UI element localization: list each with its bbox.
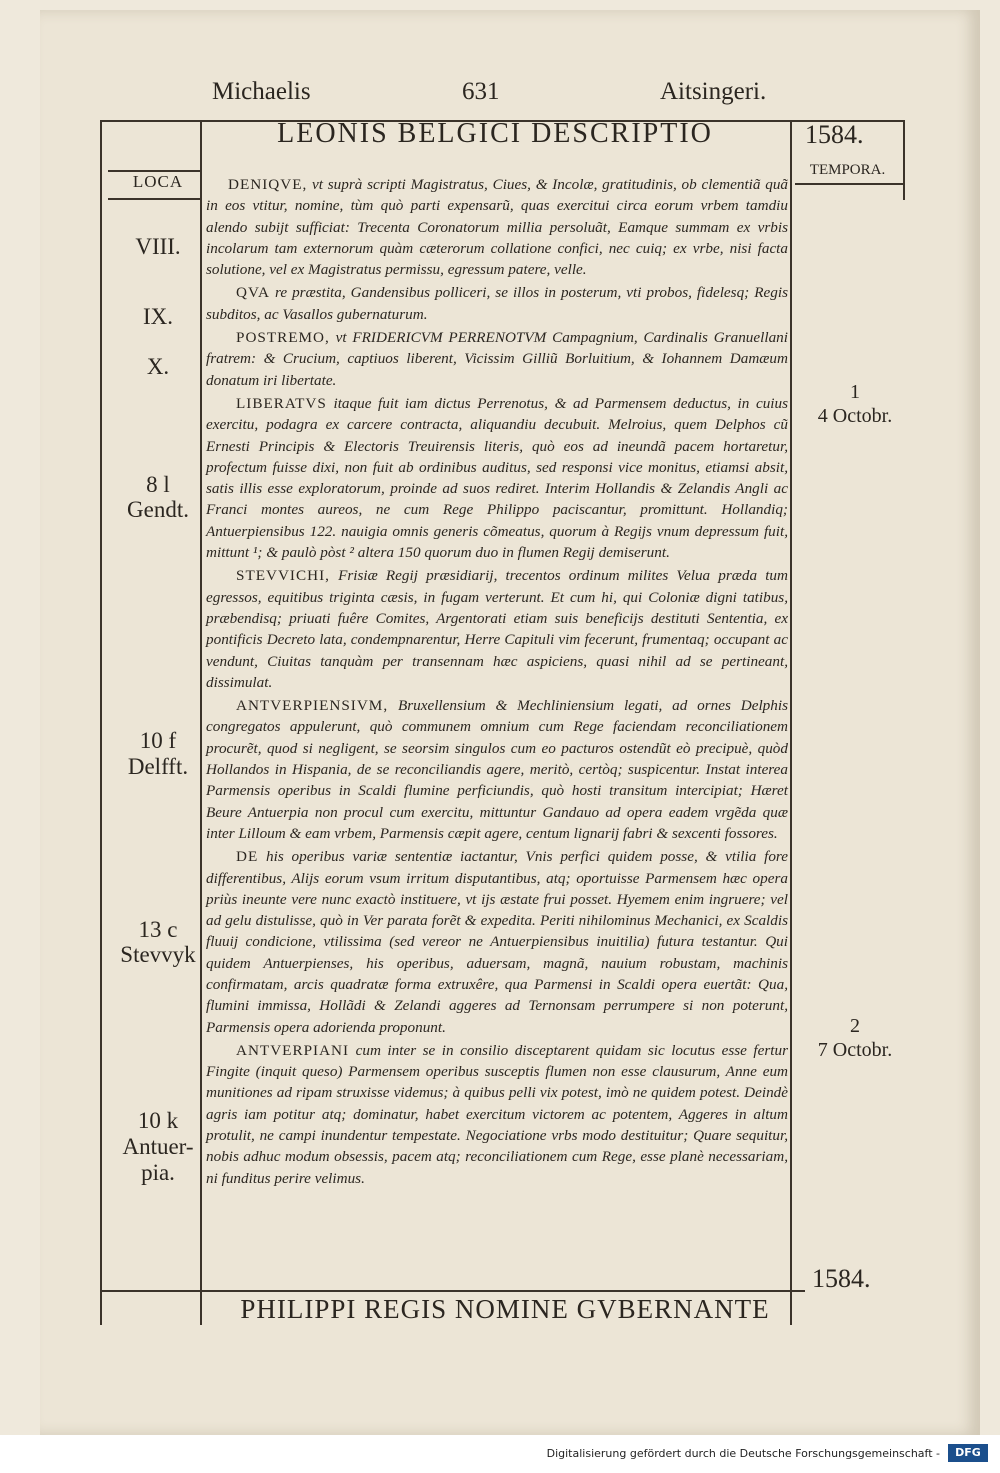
column-heading-loca: LOCA	[132, 172, 184, 191]
body-text	[206, 174, 788, 1191]
page-title: LEONIS BELGICI DESCRIPTIO	[277, 118, 713, 149]
paragraph	[206, 393, 788, 563]
paragraph	[206, 565, 788, 693]
paragraph	[206, 174, 788, 280]
paragraph-text: itaque fuit iam dictus Perrenotus, & ad Parmensem deductus, in cuius exercitu, podagra ex carcere contracta, aliquandiu decubuit. Melroius, quem Delphos cũ Ernesti Principis & Electoris Treuirensis literis, quò eos ad ineundã pacem hortaretur, profectum fuisse dixi, non fuit ab ordinibus auditus, sed responsi vice monitus, etiamsi absit, satis illis esse exploratorum, proinde ad suos rediret. Interim Hollandis & Zelandis Angli ac Franci montes aureos, ne cum Rege Philippo paciscantur, promittunt. Hollandiq; Antuerpiensibus 122. nauigia omnis generis cõmeatus, quorum à Regijs vnum depressum fuit, mittunt ¹; & paulò pòst ² altera 150 quorum duo in flumen Regij demiserunt.	[206, 394, 789, 562]
paragraph	[206, 695, 788, 844]
tempora-mark: 4 Octobr.	[817, 405, 893, 427]
paragraph-initial: STEVVICHI,	[236, 567, 330, 585]
footer-line: PHILIPPI REGIS NOMINE GVBERNANTE	[240, 1294, 770, 1324]
paragraph-text: Frisiæ Regij præsidiarij, trecentos ordinum milites Velua præda tum egressos, equitibus triginta cæsis, in fugam verterunt. Et cum hi, qui Coloniæ digni tatibus, præbendisq; priuati fuêre Comites, Argentorati etiam suis beneficijs destituti Sententia, ex pontificis Decreto lata, condempnarentur, Herre Capituli vim fecerunt, frumentaq; occupant ac vendunt, Ciuitas tanquàm per transennam hæc aspiciens, quasi nihil ad se pertineant, dissimulat.	[206, 567, 788, 691]
frame-right-outer	[903, 120, 905, 200]
loca-mark: Stevvyk	[120, 942, 196, 967]
paragraph-initial: POSTREMO,	[236, 329, 330, 347]
loca-mark: 10 k	[137, 1108, 179, 1133]
frame-loca-underline	[108, 198, 202, 200]
frame-header-rule-right	[795, 183, 903, 185]
frame-right-inner	[790, 120, 792, 1325]
loca-mark: IX.	[142, 304, 174, 329]
paragraph-text: cum inter se in consilio disceptarent quidam sic locutus esse fertur Fingite (inquit queso) Parmensem operibus susceptis flumen non esse clausurum, Anne eum munitiones ad ripam struxisse videmus; à quibus pelli vix potest, imò ne quidem potest. Deindè agris iam potitur atq; dominatur, habet exercitum victorem ac potentem, Aggeres in altum protulit, ne campi inundentur tempestate. Negociatione vrbs modo destituitur; Quare sequitur, nobis adhuc modum obsessis, pacem atq; reconciliationem cum Rege, esse planè necessariam, ni funditus perire velimus.	[206, 1041, 788, 1187]
paragraph-text: Bruxellensium & Mechliniensium legati, ad ornes Delphis congregatos appulerunt, quò communem omnium cum Rege faciendam reconciliationem procurẽt, quod si negligent, se seorsim singulos cum eo pacturos ostendũt eò precipuè, quòd Hollandos in Hispania, de se reconciliandis agere, meritò, certòq; suspicentur. Instat interea Parmensis operibus in Scaldi flumine perficiundis, quò hosti transitum intercipiat; Hæret Beure Antuerpia non procul cum exercitu, mittuntur Gandauo ad opera eadem vrgẽda quæ inter Lilloum & eam vrbem, Parmensis cæpit agere, centum lignarij fabri & sexcenti fossores.	[206, 697, 788, 842]
frame-bottom-rule	[100, 1290, 805, 1292]
paragraph-initial: ANTVERPIENSIVM,	[236, 697, 389, 715]
loca-mark: 10 f	[139, 728, 177, 753]
loca-mark: 13 c	[138, 917, 178, 942]
paragraph	[206, 846, 788, 1038]
footer-year: 1584.	[812, 1264, 871, 1293]
year-top: 1584.	[805, 120, 864, 149]
frame-left-outer	[100, 120, 102, 1325]
column-heading-tempora: TEMPORA.	[809, 162, 886, 178]
paragraph	[206, 1040, 788, 1189]
credit-bar	[0, 1435, 1000, 1473]
loca-mark: 8 l	[146, 472, 170, 497]
paragraph-text: vt FRIDERICVM PERRENOTVM Campagnium, Cardinalis Granuellani fratrem: & Crucium, captiuos liberent, Vicissim Gilliũ Borluitium, & Iohannem Damæum donatum iri libertate.	[206, 329, 788, 389]
running-head-right: Aitsingeri.	[660, 78, 767, 105]
paragraph-text: his operibus variæ sententiæ iactantur, Vnis perfici quidem posse, & vtilia fore differentibus, Alijs eorum vsum irritum disputantibus, atq; oportuisse Parmensem hæc opera priùs ineunte vere nunc exactò instituere, vt ijs æstate frui posset. Hyemem enim ingruere; vel ad gelu distulisse, quò in Ver parata forẽt & expedita. Periti nihilominus Mechanici, ex Scaldis fluuij condicione, vtilissima (sed vereor ne Antuerpiensibus inuitilia) futura testantur. Qui quidem Antuerpienses, his operibus, aduersam, magnã, nauium robustam, machinis confirmatam, arcis quadratæ forma extruxêre, qua Parmensi in Scaldi opera euertãt: Qua, flumini immissa, Hollãdi & Zelandi aggeres ad Ternonsam perrumpere si non poterunt, Parmensis opera adorienda proponunt.	[206, 848, 789, 1036]
tempora-mark: 7 Octobr.	[817, 1039, 893, 1061]
loca-mark: VIII.	[135, 234, 181, 259]
running-head	[0, 78, 1000, 112]
paragraph-text: re præstita, Gandensibus polliceri, se illos in posterum, vti probos, fidelesq; Regis subditos, ac Vasallos gubernaturum.	[206, 284, 788, 323]
paragraph	[206, 327, 788, 391]
paragraph-initial: ANTVERPIANI	[236, 1041, 350, 1059]
paragraph-text: vt suprà scripti Magistratus, Ciues, & Incolæ, gratitudinis, ob clementiã quã in eos vtitur, nomine, tùm quò parti expensarũ, quas exercitui circa eorum vrbem tamdiu alendo subijt sufficiat: Trecenta Coronatorum millia persoluãt, Eamque summam ex vrbis incolarum tam externorum quàm cæterorum collatione confici, nec cuiq; ex vrbe, nisi facta solutione, vel ex Magistratus permissu, egressum patere, velle.	[206, 176, 789, 279]
paragraph-initial: LIBERATVS	[236, 394, 327, 412]
dfg-logo: DFG	[948, 1444, 988, 1462]
tempora-mark: 2	[850, 1015, 860, 1037]
tempora-mark: 1	[850, 381, 860, 403]
paragraph-initial: DE	[236, 848, 259, 866]
running-head-left: Michaelis	[212, 78, 311, 105]
credit-text: Digitalisierung gefördert durch die Deutsche Forschungsgemeinschaft -	[546, 1447, 940, 1460]
paragraph	[206, 282, 788, 325]
loca-mark: X.	[146, 354, 170, 379]
loca-mark: pia.	[141, 1160, 175, 1185]
paragraph-initial: DENIQVE,	[228, 176, 308, 193]
paragraph-initial: QVA	[236, 284, 270, 302]
loca-mark: Delfft.	[127, 754, 189, 779]
page-number: 631	[462, 78, 500, 105]
loca-mark: Gendt.	[127, 497, 189, 522]
loca-mark: Antuer-	[122, 1134, 194, 1159]
